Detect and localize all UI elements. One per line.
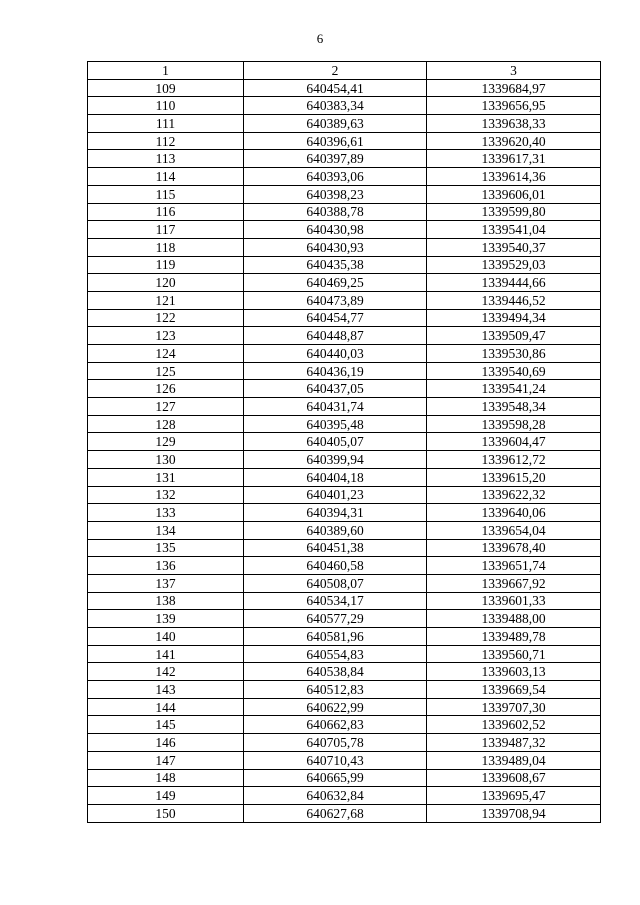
y-coordinate-cell: 1339529,03 [427,256,601,274]
table-row [88,539,601,557]
table-row [88,804,601,822]
table-row [88,592,601,610]
point-number-cell: 149 [88,787,244,805]
x-coordinate-cell: 640395,48 [244,415,427,433]
table-body [88,79,601,822]
point-number-cell: 111 [88,115,244,133]
table-row [88,504,601,522]
y-coordinate-cell: 1339488,00 [427,610,601,628]
point-number-cell: 141 [88,645,244,663]
y-coordinate-cell: 1339446,52 [427,291,601,309]
point-number-cell: 140 [88,628,244,646]
x-coordinate-cell: 640398,23 [244,185,427,203]
table-row [88,557,601,575]
x-coordinate-cell: 640397,89 [244,150,427,168]
y-coordinate-cell: 1339560,71 [427,645,601,663]
table-row [88,309,601,327]
table-row [88,451,601,469]
table-row [88,168,601,186]
point-number-cell: 119 [88,256,244,274]
x-coordinate-cell: 640473,89 [244,291,427,309]
table-row [88,79,601,97]
x-coordinate-cell: 640554,83 [244,645,427,663]
table-row [88,150,601,168]
table-row [88,274,601,292]
y-coordinate-cell: 1339494,34 [427,309,601,327]
y-coordinate-cell: 1339601,33 [427,592,601,610]
table-row [88,115,601,133]
x-coordinate-cell: 640393,06 [244,168,427,186]
table-row [88,327,601,345]
y-coordinate-cell: 1339684,97 [427,79,601,97]
table-row [88,521,601,539]
x-coordinate-cell: 640399,94 [244,451,427,469]
table-row [88,97,601,115]
x-coordinate-cell: 640436,19 [244,362,427,380]
table-row [88,628,601,646]
table-row [88,734,601,752]
table-row [88,787,601,805]
point-number-cell: 114 [88,168,244,186]
x-coordinate-cell: 640627,68 [244,804,427,822]
point-number-cell: 124 [88,345,244,363]
table-row [88,663,601,681]
x-coordinate-cell: 640405,07 [244,433,427,451]
point-number-cell: 120 [88,274,244,292]
point-number-cell: 112 [88,132,244,150]
y-coordinate-cell: 1339651,74 [427,557,601,575]
y-coordinate-cell: 1339656,95 [427,97,601,115]
y-coordinate-cell: 1339640,06 [427,504,601,522]
point-number-cell: 145 [88,716,244,734]
y-coordinate-cell: 1339606,01 [427,185,601,203]
y-coordinate-cell: 1339489,04 [427,751,601,769]
table-row [88,238,601,256]
point-number-cell: 142 [88,663,244,681]
x-coordinate-cell: 640435,38 [244,256,427,274]
x-coordinate-cell: 640396,61 [244,132,427,150]
x-coordinate-cell: 640454,41 [244,79,427,97]
y-coordinate-cell: 1339678,40 [427,539,601,557]
y-coordinate-cell: 1339489,78 [427,628,601,646]
point-number-cell: 110 [88,97,244,115]
y-coordinate-cell: 1339604,47 [427,433,601,451]
y-coordinate-cell: 1339599,80 [427,203,601,221]
point-number-cell: 118 [88,238,244,256]
x-coordinate-cell: 640430,93 [244,238,427,256]
table-row [88,574,601,592]
table-row [88,291,601,309]
point-number-cell: 121 [88,291,244,309]
point-number-cell: 117 [88,221,244,239]
y-coordinate-cell: 1339622,32 [427,486,601,504]
x-coordinate-cell: 640460,58 [244,557,427,575]
table-row [88,433,601,451]
x-coordinate-cell: 640469,25 [244,274,427,292]
point-number-cell: 123 [88,327,244,345]
x-coordinate-cell: 640430,98 [244,221,427,239]
point-number-cell: 138 [88,592,244,610]
y-coordinate-cell: 1339614,36 [427,168,601,186]
y-coordinate-cell: 1339603,13 [427,663,601,681]
x-coordinate-cell: 640622,99 [244,698,427,716]
page-number: 6 [316,31,324,46]
point-number-cell: 132 [88,486,244,504]
table-row [88,221,601,239]
x-coordinate-cell: 640662,83 [244,716,427,734]
point-number-cell: 122 [88,309,244,327]
point-number-cell: 146 [88,734,244,752]
point-number-cell: 127 [88,398,244,416]
point-number-cell: 109 [88,79,244,97]
point-number-cell: 130 [88,451,244,469]
table-row [88,380,601,398]
x-coordinate-cell: 640437,05 [244,380,427,398]
y-coordinate-cell: 1339487,32 [427,734,601,752]
column-header-2: 2 [244,62,427,80]
x-coordinate-cell: 640448,87 [244,327,427,345]
x-coordinate-cell: 640454,77 [244,309,427,327]
point-number-cell: 137 [88,574,244,592]
point-number-cell: 144 [88,698,244,716]
x-coordinate-cell: 640388,78 [244,203,427,221]
table-row [88,468,601,486]
y-coordinate-cell: 1339548,34 [427,398,601,416]
y-coordinate-cell: 1339530,86 [427,345,601,363]
y-coordinate-cell: 1339667,92 [427,574,601,592]
table-row [88,751,601,769]
y-coordinate-cell: 1339695,47 [427,787,601,805]
y-coordinate-cell: 1339669,54 [427,681,601,699]
point-number-cell: 148 [88,769,244,787]
x-coordinate-cell: 640394,31 [244,504,427,522]
table-row [88,345,601,363]
x-coordinate-cell: 640577,29 [244,610,427,628]
y-coordinate-cell: 1339620,40 [427,132,601,150]
y-coordinate-cell: 1339541,24 [427,380,601,398]
table-row [88,398,601,416]
point-number-cell: 115 [88,185,244,203]
y-coordinate-cell: 1339608,67 [427,769,601,787]
table-row [88,185,601,203]
table-row [88,698,601,716]
point-number-cell: 131 [88,468,244,486]
column-header-3: 3 [427,62,601,80]
y-coordinate-cell: 1339509,47 [427,327,601,345]
point-number-cell: 143 [88,681,244,699]
x-coordinate-cell: 640538,84 [244,663,427,681]
point-number-cell: 133 [88,504,244,522]
point-number-cell: 134 [88,521,244,539]
table-row [88,203,601,221]
x-coordinate-cell: 640431,74 [244,398,427,416]
x-coordinate-cell: 640632,84 [244,787,427,805]
table-row [88,645,601,663]
y-coordinate-cell: 1339707,30 [427,698,601,716]
point-number-cell: 128 [88,415,244,433]
x-coordinate-cell: 640440,03 [244,345,427,363]
x-coordinate-cell: 640581,96 [244,628,427,646]
y-coordinate-cell: 1339540,69 [427,362,601,380]
y-coordinate-cell: 1339708,94 [427,804,601,822]
x-coordinate-cell: 640401,23 [244,486,427,504]
x-coordinate-cell: 640705,78 [244,734,427,752]
table-row [88,415,601,433]
x-coordinate-cell: 640508,07 [244,574,427,592]
column-header-1: 1 [88,62,244,80]
x-coordinate-cell: 640665,99 [244,769,427,787]
x-coordinate-cell: 640512,83 [244,681,427,699]
table-row [88,256,601,274]
table-row [88,769,601,787]
y-coordinate-cell: 1339602,52 [427,716,601,734]
point-number-cell: 126 [88,380,244,398]
y-coordinate-cell: 1339638,33 [427,115,601,133]
point-number-cell: 125 [88,362,244,380]
y-coordinate-cell: 1339444,66 [427,274,601,292]
x-coordinate-cell: 640534,17 [244,592,427,610]
x-coordinate-cell: 640389,63 [244,115,427,133]
x-coordinate-cell: 640383,34 [244,97,427,115]
y-coordinate-cell: 1339612,72 [427,451,601,469]
y-coordinate-cell: 1339540,37 [427,238,601,256]
table-row [88,132,601,150]
point-number-cell: 139 [88,610,244,628]
y-coordinate-cell: 1339598,28 [427,415,601,433]
x-coordinate-cell: 640389,60 [244,521,427,539]
y-coordinate-cell: 1339654,04 [427,521,601,539]
table-row [88,486,601,504]
y-coordinate-cell: 1339615,20 [427,468,601,486]
point-number-cell: 129 [88,433,244,451]
table-row [88,716,601,734]
point-number-cell: 135 [88,539,244,557]
table-row [88,681,601,699]
coordinates-table [87,61,601,823]
point-number-cell: 136 [88,557,244,575]
y-coordinate-cell: 1339541,04 [427,221,601,239]
point-number-cell: 116 [88,203,244,221]
table-row [88,610,601,628]
x-coordinate-cell: 640710,43 [244,751,427,769]
y-coordinate-cell: 1339617,31 [427,150,601,168]
table-header-row [88,62,601,80]
table-row [88,362,601,380]
x-coordinate-cell: 640404,18 [244,468,427,486]
point-number-cell: 113 [88,150,244,168]
point-number-cell: 150 [88,804,244,822]
x-coordinate-cell: 640451,38 [244,539,427,557]
point-number-cell: 147 [88,751,244,769]
